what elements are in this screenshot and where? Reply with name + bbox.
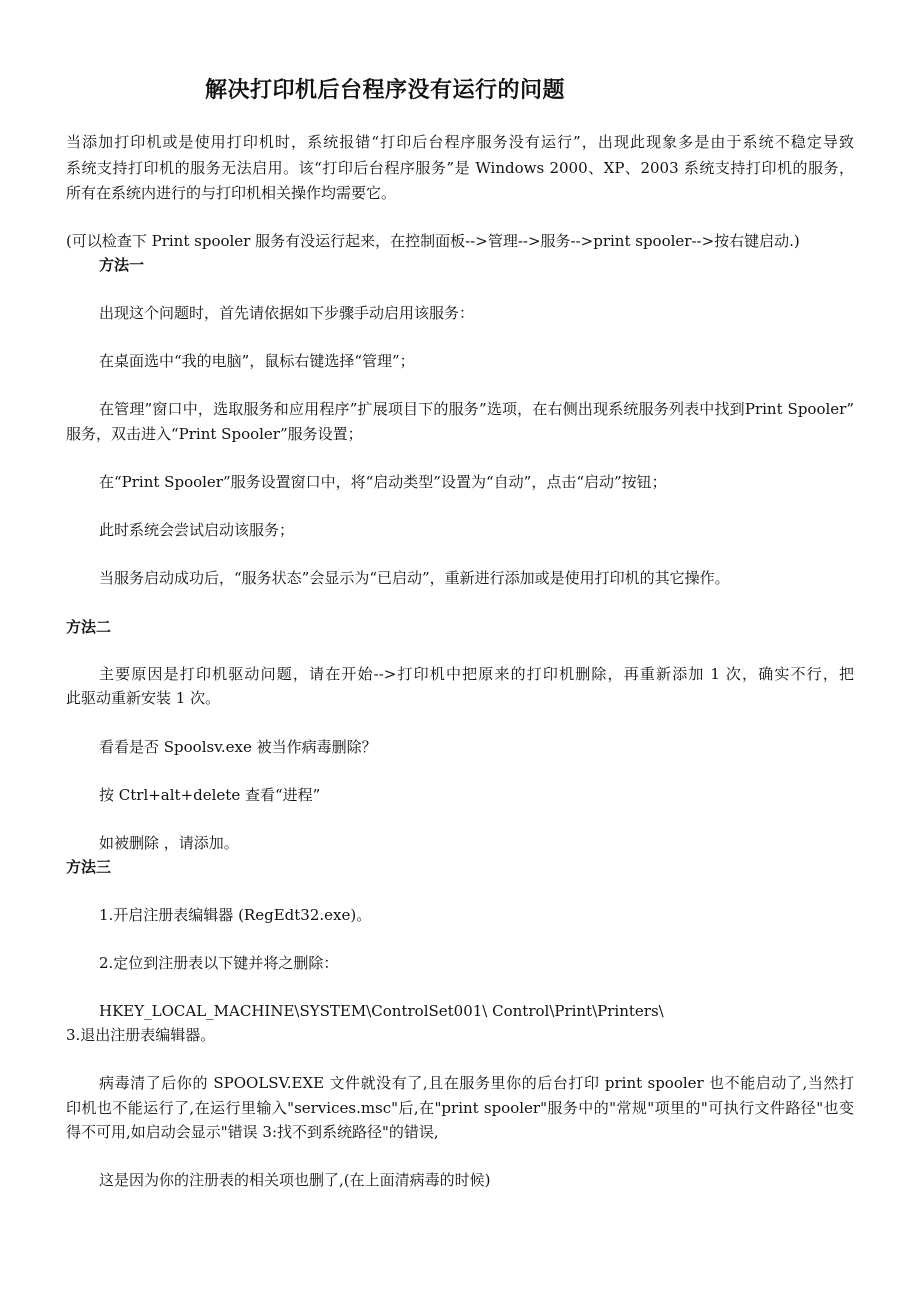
intro-line-3: 所有在系统内进行的与打印机相关操作均需要它。 [66,184,397,202]
method1-paragraph-1: 出现这个问题时，首先请依据如下步骤手动启用该服务： [99,304,475,322]
document-title: 解决打印机后台程序没有运行的问题 [205,77,566,103]
method1-paragraph-3-line-2: 服务，双击进入“Print Spooler”服务设置； [66,425,363,443]
virus-note-line-2: 印机也不能运行了,在运行里输入"services.msc"后,在"print spooler"服务中的"常规"项里的"可执行文件路径"也变 [66,1099,854,1117]
virus-note-line-3: 得不可用,如启动会显示"错误 3:找不到系统路径"的错误, [66,1123,439,1141]
method1-paragraph-3-line-1: 在管理”窗口中，选取服务和应用程序”扩展项目下的服务”选项，在右侧出现系统服务列表中找到Print Spooler” [99,400,854,418]
method1-heading: 方法一 [99,256,145,274]
method1-paragraph-6: 当服务启动成功后，“服务状态”会显示为“已启动”，重新进行添加或是使用打印机的其它操作。 [99,569,730,587]
method1-paragraph-2: 在桌面选中“我的电脑”，鼠标右键选择“管理”； [99,352,415,370]
method2-paragraph-3: 按 Ctrl+alt+delete 查看“进程” [99,786,321,804]
method2-paragraph-1-line-2: 此驱动重新安装 1 次。 [66,689,221,707]
method2-heading: 方法二 [66,618,112,636]
virus-note-line-1: 病毒清了后你的 SPOOLSV.EXE 文件就没有了,且在服务里你的后台打印 print spooler 也不能启动了,当然打 [99,1074,854,1092]
method1-paragraph-4: 在“Print Spooler”服务设置窗口中，将“启动类型”设置为“自动”，点击“启动”按钮； [99,473,667,491]
method3-step-3: 3.退出注册表编辑器。 [66,1026,216,1044]
check-note: (可以检查下 Print spooler 服务有没运行起来，在控制面板-->管理-->服务-->print spooler-->按右键启动.) [66,232,800,250]
intro-line-2: 系统支持打印机的服务无法启用。该“打印后台程序服务”是 Windows 2000、XP、2003 系统支持打印机的服务， [66,159,854,177]
intro-line-1: 当添加打印机或是使用打印机时，系统报错“打印后台程序服务没有运行”，出现此现象多是由于系统不稳定导致 [66,133,854,151]
method3-registry-key: HKEY_LOCAL_MACHINE\SYSTEM\ControlSet001\ Control\Print\Printers\ [99,1002,664,1020]
method1-paragraph-5: 此时系统会尝试启动该服务； [99,521,295,539]
method2-paragraph-1-line-1: 主要原因是打印机驱动问题，请在开始-->打印机中把原来的打印机删除，再重新添加 1 次，确实不行，把 [99,665,854,683]
method2-paragraph-2: 看看是否 Spoolsv.exe 被当作病毒删除？ [99,738,377,756]
method3-heading: 方法三 [66,858,112,876]
method3-step-2: 2.定位到注册表以下键并将之删除： [99,954,339,972]
method3-step-1: 1.开启注册表编辑器 (RegEdt32.exe)。 [99,906,372,924]
final-note: 这是因为你的注册表的相关项也删了,(在上面清病毒的时候) [99,1171,491,1189]
method2-paragraph-4: 如被删除 ，请添加。 [99,834,239,852]
